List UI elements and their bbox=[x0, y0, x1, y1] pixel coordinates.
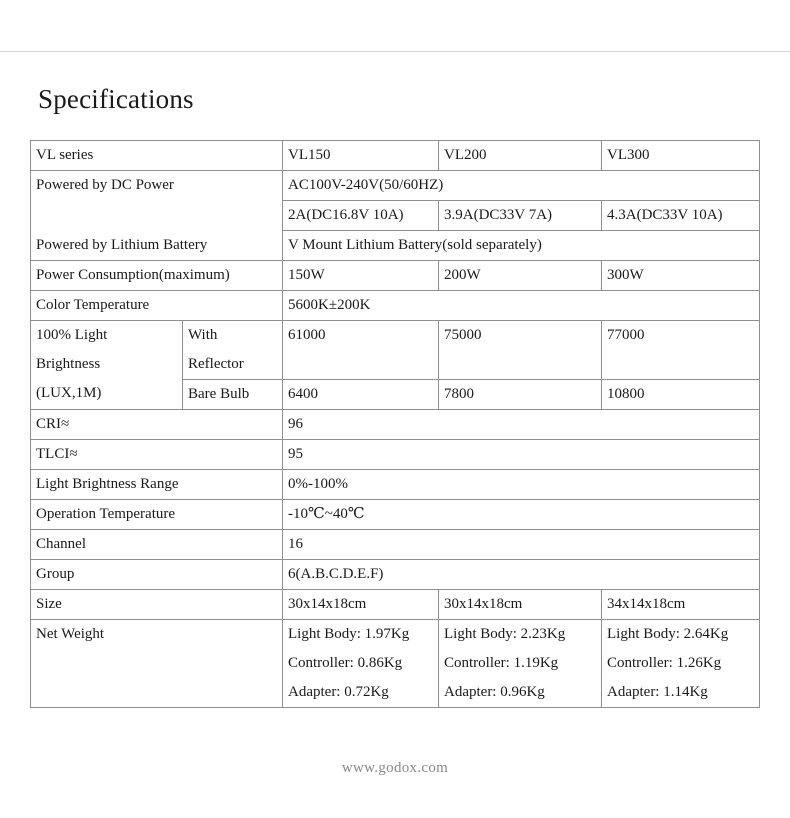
label-line: Reflector bbox=[188, 356, 244, 372]
row-label: Powered by Lithium Battery bbox=[31, 231, 283, 261]
page-title: Specifications bbox=[38, 84, 194, 114]
cell-value: 96 bbox=[283, 410, 760, 440]
cell-value: 30x14x18cm bbox=[439, 590, 602, 620]
weight-line: Controller: 0.86Kg bbox=[288, 655, 403, 671]
cell-value: -10℃~40℃ bbox=[283, 500, 760, 530]
cell-value: 95 bbox=[283, 440, 760, 470]
cell-value: 34x14x18cm bbox=[602, 590, 760, 620]
cell-value: 300W bbox=[602, 261, 760, 291]
cell-value: 7800 bbox=[439, 380, 602, 410]
row-label bbox=[31, 321, 183, 410]
cell-value: 0%-100% bbox=[283, 470, 760, 500]
row-label-empty bbox=[31, 201, 283, 231]
model-header: VL200 bbox=[439, 141, 602, 171]
cell-value: 75000 bbox=[439, 321, 602, 380]
table-row bbox=[31, 560, 760, 590]
sub-label bbox=[183, 321, 283, 380]
row-label: CRI≈ bbox=[31, 410, 283, 440]
weight-cell bbox=[283, 620, 439, 708]
table-row bbox=[31, 470, 760, 500]
cell-value: 6(A.B.C.D.E.F) bbox=[283, 560, 760, 590]
top-divider bbox=[0, 51, 790, 52]
cell-value: 30x14x18cm bbox=[283, 590, 439, 620]
cell-value: 200W bbox=[439, 261, 602, 291]
table-row bbox=[31, 261, 760, 291]
weight-cell bbox=[602, 620, 760, 708]
model-header: VL150 bbox=[283, 141, 439, 171]
label-line: Brightness bbox=[36, 356, 101, 372]
weight-line: Adapter: 0.72Kg bbox=[288, 684, 389, 700]
weight-line: Controller: 1.19Kg bbox=[444, 655, 559, 671]
table-row bbox=[31, 201, 760, 231]
weight-line: Adapter: 1.14Kg bbox=[607, 684, 708, 700]
cell-value: 16 bbox=[283, 530, 760, 560]
row-label: Color Temperature bbox=[31, 291, 283, 321]
row-label: VL series bbox=[31, 141, 283, 171]
row-label: Operation Temperature bbox=[31, 500, 283, 530]
table-row bbox=[31, 620, 760, 708]
cell-value: V Mount Lithium Battery(sold separately) bbox=[283, 231, 760, 261]
cell-value: 150W bbox=[283, 261, 439, 291]
table-row bbox=[31, 500, 760, 530]
sub-label: Bare Bulb bbox=[183, 380, 283, 410]
label-line: With bbox=[188, 327, 218, 343]
cell-value: 61000 bbox=[283, 321, 439, 380]
weight-line: Controller: 1.26Kg bbox=[607, 655, 722, 671]
row-label: Size bbox=[31, 590, 283, 620]
row-label: Group bbox=[31, 560, 283, 590]
weight-line: Light Body: 2.23Kg bbox=[444, 626, 566, 642]
weight-cell bbox=[439, 620, 602, 708]
table-row bbox=[31, 141, 760, 171]
weight-line: Light Body: 2.64Kg bbox=[607, 626, 729, 642]
table-row bbox=[31, 410, 760, 440]
weight-line: Adapter: 0.96Kg bbox=[444, 684, 545, 700]
table-row bbox=[31, 530, 760, 560]
cell-value: AC100V-240V(50/60HZ) bbox=[283, 171, 760, 201]
label-line: (LUX,1M) bbox=[36, 385, 102, 401]
footer-url[interactable]: www.godox.com bbox=[341, 760, 449, 776]
label-line: 100% Light bbox=[36, 327, 108, 343]
table-row bbox=[31, 171, 760, 201]
cell-value: 10800 bbox=[602, 380, 760, 410]
table-row bbox=[31, 291, 760, 321]
row-label: Light Brightness Range bbox=[31, 470, 283, 500]
row-label: Powered by DC Power bbox=[31, 171, 283, 201]
cell-value: 6400 bbox=[283, 380, 439, 410]
cell-value: 77000 bbox=[602, 321, 760, 380]
table-row bbox=[31, 231, 760, 261]
model-header: VL300 bbox=[602, 141, 760, 171]
cell-value: 4.3A(DC33V 10A) bbox=[602, 201, 760, 231]
table-row bbox=[31, 321, 760, 380]
cell-value: 5600K±200K bbox=[283, 291, 760, 321]
table-row bbox=[31, 590, 760, 620]
row-label: Power Consumption(maximum) bbox=[31, 261, 283, 291]
weight-line: Light Body: 1.97Kg bbox=[288, 626, 410, 642]
table-row bbox=[31, 440, 760, 470]
cell-value: 2A(DC16.8V 10A) bbox=[283, 201, 439, 231]
cell-value: 3.9A(DC33V 7A) bbox=[439, 201, 602, 231]
row-label: TLCI≈ bbox=[31, 440, 283, 470]
row-label: Net Weight bbox=[31, 620, 283, 708]
row-label: Channel bbox=[31, 530, 283, 560]
specifications-table bbox=[30, 140, 760, 708]
